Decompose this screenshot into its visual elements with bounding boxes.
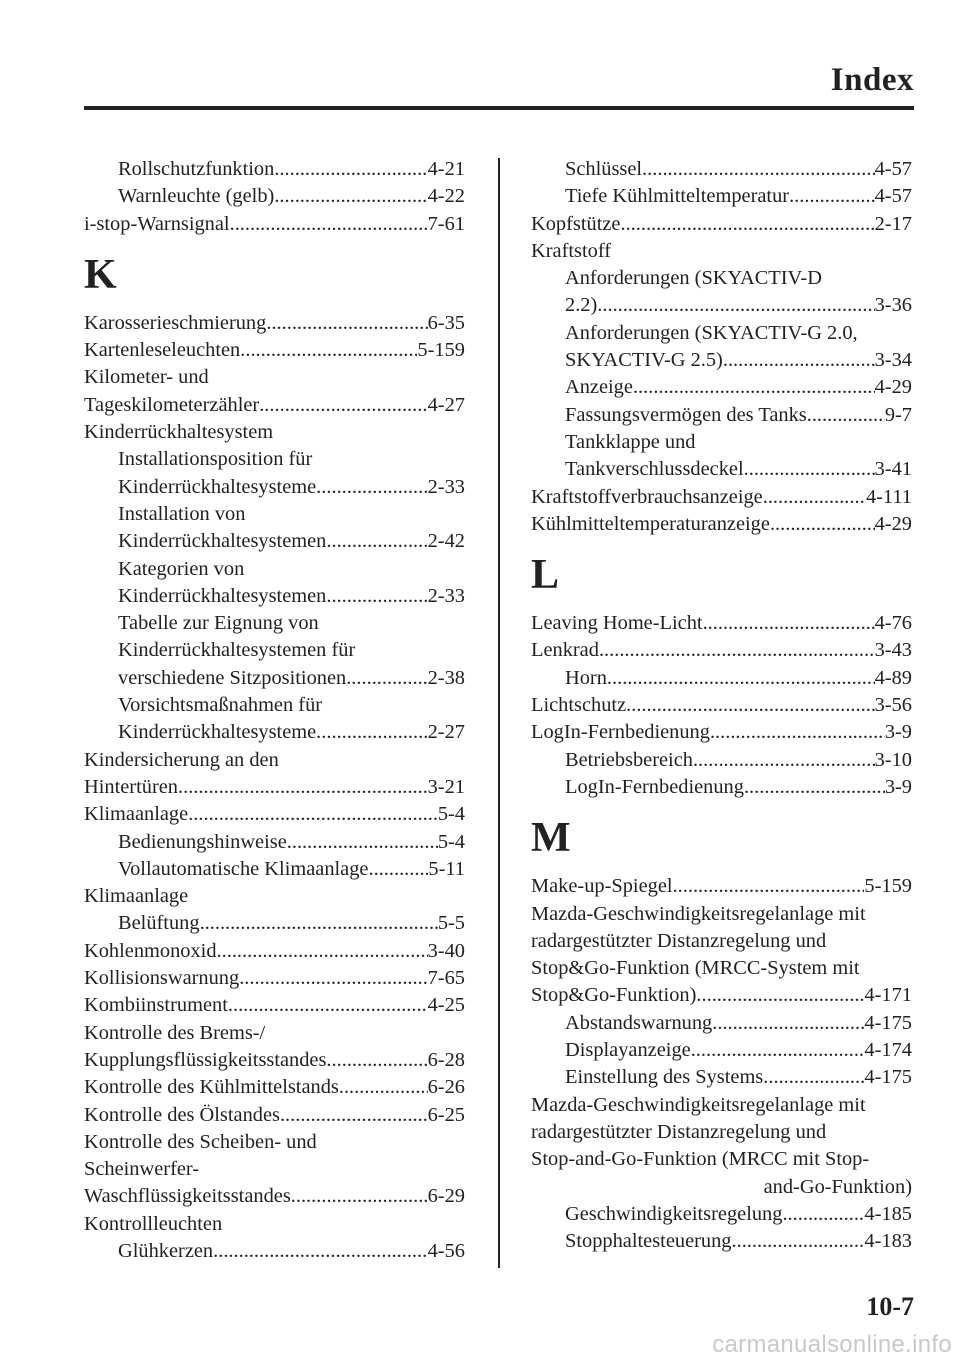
leader-dots <box>200 910 438 937</box>
index-entry-term: Warnleuchte (gelb) <box>118 185 275 208</box>
column-divider <box>498 158 500 1268</box>
index-subentry <box>531 774 912 801</box>
index-entry-text: Tankklappe und <box>565 430 696 453</box>
index-entry-page: 4-175 <box>864 1011 912 1034</box>
index-entry-term: Rollschutzfunktion <box>118 158 275 180</box>
index-entry-term: Kopfstütze <box>531 212 621 235</box>
index-entry-term: Kohlenmonoxid <box>84 939 217 962</box>
leader-dots <box>368 856 428 883</box>
header-rule <box>84 106 914 110</box>
index-entry-page: 3-41 <box>874 458 912 481</box>
index-entry-page: 4-25 <box>427 994 465 1017</box>
leader-dots <box>763 484 866 511</box>
index-entry <box>84 965 465 992</box>
index-entry-term: Kollisionswarnung <box>84 967 240 990</box>
leader-dots <box>287 829 438 856</box>
leader-dots <box>620 211 874 238</box>
index-entry-page: 3-9 <box>884 775 912 798</box>
index-subentry <box>531 183 912 210</box>
index-entry-term: Kontrolle des Ölstandes <box>84 1103 280 1126</box>
index-entry-text: and-Go-Funktion) <box>763 1175 912 1198</box>
index-entry-page: 3-40 <box>427 939 465 962</box>
leader-dots <box>744 774 885 801</box>
leader-dots <box>633 374 875 401</box>
leader-dots <box>691 1037 865 1064</box>
leader-dots <box>259 392 427 419</box>
index-subentry <box>84 528 465 555</box>
index-subentry <box>84 910 465 937</box>
index-entry-term: Kraftstoffverbrauchsanzeige <box>531 485 763 508</box>
index-subentry <box>531 1010 912 1037</box>
index-entry-term: Make-up-Spiegel <box>531 875 673 898</box>
index-entry-term: Waschflüssigkeitsstandes <box>84 1185 291 1208</box>
index-entry-term: Kinderrückhaltesysteme <box>118 721 317 744</box>
index-entry-term: Kinderrückhaltesysteme <box>118 475 317 498</box>
index-entry-term: Kartenleseleuchten <box>84 339 241 362</box>
index-entry-page: 6-25 <box>427 1103 465 1126</box>
index-entry-page: 3-21 <box>427 775 465 798</box>
index-entry-term: Stop&Go-Funktion) <box>531 984 697 1007</box>
index-entry-page: 4-56 <box>427 1239 465 1262</box>
index-subentry <box>531 1037 912 1064</box>
leader-dots <box>326 583 427 610</box>
index-subentry <box>531 292 912 319</box>
index-entry-page: 7-65 <box>427 967 465 990</box>
index-entry-term: Displayanzeige <box>565 1039 691 1062</box>
index-entry-text: Klimaanlage <box>84 885 189 908</box>
leader-dots <box>316 474 427 501</box>
index-entry-term: Horn <box>565 666 607 689</box>
index-entry-text: Installationsposition für <box>118 448 313 471</box>
index-entry <box>84 337 465 364</box>
page-number: 10-7 <box>866 1292 914 1321</box>
index-entry-page: 5-159 <box>417 339 465 362</box>
index-entry <box>84 211 465 238</box>
index-entry <box>84 992 465 1019</box>
index-entry-text: radargestützter Distanzregelung und <box>531 1120 827 1143</box>
index-entry-page: 5-5 <box>437 912 465 935</box>
leader-dots <box>239 965 427 992</box>
leader-dots <box>326 528 427 555</box>
leader-dots <box>326 1047 427 1074</box>
leader-dots <box>316 719 427 746</box>
index-subentry <box>84 1238 465 1265</box>
index-entry <box>84 1047 465 1074</box>
index-entry-page: 2-17 <box>874 212 912 235</box>
index-entry-term: Kühlmitteltemperaturanzeige <box>531 512 770 535</box>
index-section-letter: K <box>84 251 117 298</box>
index-entry <box>531 719 912 746</box>
index-entry-text: Tabelle zur Eignung von <box>118 612 319 635</box>
index-entry-text: Kontrolle des Scheiben- und <box>84 1130 317 1153</box>
index-entry-term: Schlüssel <box>565 158 643 180</box>
index-subentry <box>84 474 465 501</box>
index-entry-term: Fassungsvermögen des Tanks <box>565 403 807 426</box>
index-entry-text: Installation von <box>118 502 246 525</box>
index-entry-text: Vorsichtsmaßnahmen für <box>118 694 323 717</box>
watermark: carmanualsonline.info <box>712 1331 952 1358</box>
leader-dots <box>597 292 874 319</box>
leader-dots <box>188 801 438 828</box>
index-entry <box>531 211 912 238</box>
leader-dots <box>703 610 875 637</box>
index-entry-term: Klimaanlage <box>84 803 189 826</box>
index-entry <box>531 637 912 664</box>
index-entry-term: Kontrolle des Kühlmittelstands <box>84 1076 339 1099</box>
index-subentry <box>84 719 465 746</box>
index-entry-term: Einstellung des Systems <box>565 1066 764 1089</box>
leader-dots <box>178 774 428 801</box>
index-subentry <box>531 456 912 483</box>
leader-dots <box>280 1102 428 1129</box>
index-entry-page: 4-171 <box>864 984 912 1007</box>
index-entry-page: 4-89 <box>874 666 912 689</box>
index-entry-text: Mazda-Geschwindigkeitsregelanlage mit <box>531 902 866 925</box>
index-entry-page: 4-76 <box>874 612 912 635</box>
index-entry-term: SKYACTIV-G 2.5) <box>565 349 723 372</box>
index-entry-term: Kinderrückhaltesystemen <box>118 530 327 553</box>
index-entry <box>84 1102 465 1129</box>
index-entry-term: Vollautomatische Klimaanlage <box>118 857 369 880</box>
index-entry-page: 6-26 <box>427 1076 465 1099</box>
index-entry-term: Lichtschutz <box>531 694 627 717</box>
index-column-left <box>84 156 465 1265</box>
index-entry-term: 2.2) <box>565 294 598 317</box>
index-entry-text: Kategorien von <box>118 557 245 580</box>
index-entry-text: Stop-and-Go-Funktion (MRCC mit Stop- <box>531 1148 870 1171</box>
index-subentry <box>531 1064 912 1091</box>
index-entry-page: 4-29 <box>874 376 912 399</box>
index-subentry <box>531 665 912 692</box>
index-entry-text: Anforderungen (SKYACTIV-D <box>565 267 822 290</box>
index-entry-text: Anforderungen (SKYACTIV-G 2.0, <box>565 321 858 344</box>
index-entry-page: 3-10 <box>874 748 912 771</box>
index-entry-page: 3-9 <box>884 721 912 744</box>
leader-dots <box>782 1201 864 1228</box>
index-entry-term: Kombiinstrument <box>84 994 228 1017</box>
index-entry-text: Kontrolle des Brems-/ <box>84 1021 266 1044</box>
page-header-title: Index <box>830 62 914 98</box>
index-entry <box>84 392 465 419</box>
index-entry-text: Kinderrückhaltesystem <box>84 421 274 444</box>
index-entry-term: verschiedene Sitzpositionen <box>118 666 347 689</box>
leader-dots <box>789 183 875 210</box>
index-entry-page: 5-4 <box>437 803 465 826</box>
index-entry-term: Hintertüren <box>84 775 178 798</box>
index-entry-page: 4-57 <box>874 158 912 180</box>
index-entry <box>531 982 912 1009</box>
index-entry-term: Anzeige <box>565 376 633 399</box>
index-entry-term: Kupplungsflüssigkeitsstandes <box>84 1048 327 1071</box>
leader-dots <box>807 402 885 429</box>
leader-dots <box>712 1010 864 1037</box>
leader-dots <box>723 347 875 374</box>
index-entry <box>84 938 465 965</box>
index-entry-term: LogIn-Fernbedienung <box>531 721 710 744</box>
index-entry-page: 7-61 <box>427 212 465 235</box>
index-entry-text: Scheinwerfer- <box>84 1158 200 1181</box>
index-entry-page: 4-175 <box>864 1066 912 1089</box>
index-entry-page: 6-35 <box>427 311 465 334</box>
leader-dots <box>274 156 427 183</box>
index-entry-page: 3-43 <box>874 639 912 662</box>
index-entry-term: Karosserieschmierung <box>84 311 267 334</box>
leader-dots <box>213 1238 427 1265</box>
index-entry-page: 3-56 <box>874 694 912 717</box>
index-entry <box>531 692 912 719</box>
index-subentry <box>531 156 912 183</box>
index-entry <box>531 484 912 511</box>
leader-dots <box>744 456 875 483</box>
leader-dots <box>240 337 417 364</box>
index-entry-page: 4-21 <box>427 158 465 180</box>
leader-dots <box>693 747 875 774</box>
leader-dots <box>217 938 428 965</box>
index-entry-page: 5-159 <box>864 875 912 898</box>
index-entry-term: Geschwindigkeitsregelung <box>565 1202 783 1225</box>
leader-dots <box>291 1183 428 1210</box>
index-entry-text: Stop&Go-Funktion (MRCC-System mit <box>531 957 860 980</box>
index-subentry <box>531 1201 912 1228</box>
index-entry-term: Tageskilometerzähler <box>84 393 260 416</box>
index-entry-page: 2-33 <box>427 584 465 607</box>
index-subentry <box>84 156 465 183</box>
leader-dots <box>770 511 875 538</box>
leader-dots <box>346 665 427 692</box>
index-subentry <box>531 374 912 401</box>
index-entry-page: 2-33 <box>427 475 465 498</box>
index-entry <box>84 310 465 337</box>
index-subentry <box>531 347 912 374</box>
index-entry-term: Kinderrückhaltesystemen <box>118 584 327 607</box>
leader-dots <box>763 1064 864 1091</box>
index-entry-term: Stopphaltesteuerung <box>565 1230 732 1253</box>
leader-dots <box>607 665 875 692</box>
index-subentry <box>84 856 465 883</box>
leader-dots <box>230 211 428 238</box>
index-entry-page: 3-36 <box>874 294 912 317</box>
index-entry <box>84 801 465 828</box>
leader-dots <box>339 1074 428 1101</box>
index-entry-page: 4-174 <box>864 1039 912 1062</box>
index-entry <box>531 610 912 637</box>
index-entry-page: 4-183 <box>864 1230 912 1253</box>
index-entry-term: Bedienungshinweise <box>118 830 287 853</box>
leader-dots <box>710 719 885 746</box>
index-entry <box>84 774 465 801</box>
index-entry-term: Tankverschlussdeckel <box>565 458 744 481</box>
index-subentry <box>84 183 465 210</box>
index-subentry <box>531 402 912 429</box>
leader-dots <box>228 992 428 1019</box>
index-entry <box>531 511 912 538</box>
index-section-letter: L <box>531 552 560 599</box>
index-entry-page: 2-38 <box>427 666 465 689</box>
index-entry-page: 4-27 <box>427 393 465 416</box>
index-entry-text: Kilometer- und <box>84 366 209 389</box>
leader-dots <box>599 637 875 664</box>
index-entry-text: Kindersicherung an den <box>84 748 279 771</box>
index-column-right <box>531 156 912 1255</box>
index-entry <box>531 873 912 900</box>
index-entry-text: Kinderrückhaltesystemen für <box>118 639 356 662</box>
index-entry-term: Leaving Home-Licht <box>531 612 703 635</box>
index-subentry <box>84 829 465 856</box>
index-entry-term: Lenkrad <box>531 639 599 662</box>
index-subentry <box>531 1228 912 1255</box>
index-entry-page: 2-42 <box>427 530 465 553</box>
index-entry-term: LogIn-Fernbedienung <box>565 775 744 798</box>
index-entry-text: radargestützter Distanzregelung und <box>531 929 827 952</box>
index-entry-page: 3-34 <box>874 349 912 372</box>
index-entry-term: Glühkerzen <box>118 1239 214 1262</box>
index-entry-page: 4-111 <box>865 485 912 508</box>
index-entry-text: Mazda-Geschwindigkeitsregelanlage mit <box>531 1093 866 1116</box>
index-entry-page: 4-185 <box>864 1202 912 1225</box>
index-entry-text: Kraftstoff <box>531 239 612 262</box>
index-entry-page: 5-11 <box>428 857 465 880</box>
leader-dots <box>732 1228 865 1255</box>
leader-dots <box>274 183 427 210</box>
index-entry <box>84 1074 465 1101</box>
leader-dots <box>626 692 874 719</box>
leader-dots <box>642 156 875 183</box>
index-entry-page: 6-29 <box>427 1185 465 1208</box>
leader-dots <box>673 873 865 900</box>
index-entry <box>84 1183 465 1210</box>
index-entry-term: Abstandswarnung <box>565 1011 713 1034</box>
index-subentry <box>84 665 465 692</box>
index-entry-page: 4-57 <box>874 185 912 208</box>
index-entry-page: 9-7 <box>884 403 912 426</box>
leader-dots <box>266 310 427 337</box>
leader-dots <box>696 982 864 1009</box>
index-entry-text: Kontrollleuchten <box>84 1212 223 1235</box>
index-entry-page: 5-4 <box>437 830 465 853</box>
index-entry-page: 4-22 <box>427 185 465 208</box>
index-entry-term: Belüftung <box>118 912 200 935</box>
index-entry-page: 6-28 <box>427 1048 465 1071</box>
index-entry-term: i-stop-Warnsignal <box>84 212 230 235</box>
index-entry-page: 2-27 <box>427 721 465 744</box>
index-subentry <box>84 583 465 610</box>
index-entry-term: Betriebsbereich <box>565 748 693 771</box>
index-entry-term: Tiefe Kühlmitteltemperatur <box>565 185 790 208</box>
index-entry-page: 4-29 <box>874 512 912 535</box>
index-section-letter: M <box>531 815 571 862</box>
index-subentry <box>531 747 912 774</box>
